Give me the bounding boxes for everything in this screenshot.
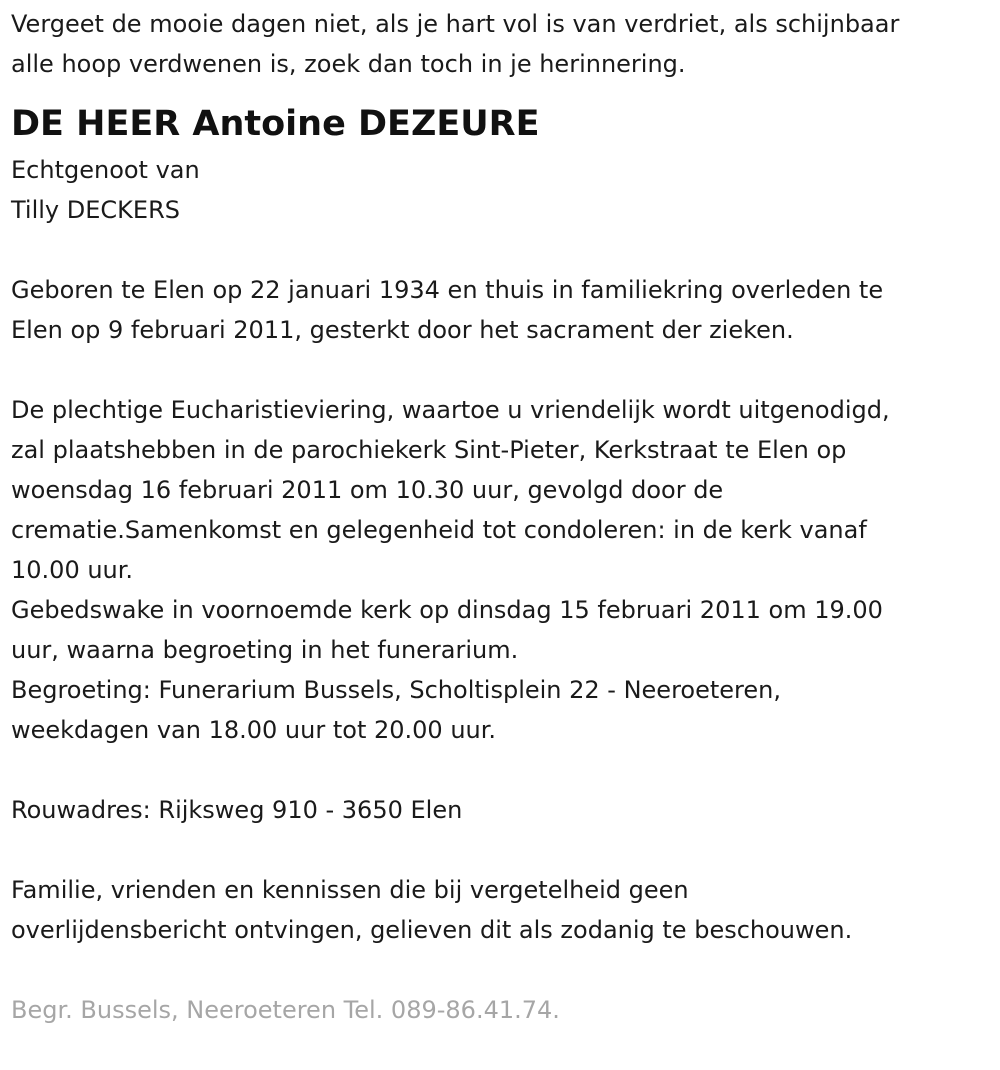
funeral-home-footer: Begr. Bussels, Neeroeteren Tel. 089-86.41.74.	[11, 996, 560, 1024]
spouse-name: Tilly DECKERS	[11, 196, 180, 224]
ceremony-line: 10.00 uur.	[11, 556, 134, 584]
motto-line: Vergeet de mooie dagen niet, als je hart vol is van verdriet, als schijnbaar	[11, 10, 900, 38]
relation-section	[11, 150, 996, 230]
obituary-notice	[11, 4, 996, 1030]
relation-line: Echtgenoot van	[11, 156, 200, 184]
ceremony-line: De plechtige Eucharistieviering, waartoe u vriendelijk wordt uitgenodigd,	[11, 396, 890, 424]
birth-death-line: Elen op 9 februari 2011, gesterkt door het sacrament der zieken.	[11, 316, 794, 344]
birth-death-section	[11, 270, 996, 350]
ceremony-line: woensdag 16 februari 2011 om 10.30 uur, gevolgd door de	[11, 476, 724, 504]
notice-line: Familie, vrienden en kennissen die bij vergetelheid geen	[11, 876, 689, 904]
visitation-line: weekdagen van 18.00 uur tot 20.00 uur.	[11, 716, 497, 744]
deceased-name: DE HEER Antoine DEZEURE	[11, 104, 540, 144]
spacer	[11, 84, 996, 102]
ceremony-line: zal plaatshebben in de parochiekerk Sint-Pieter, Kerkstraat te Elen op	[11, 436, 847, 464]
ceremony-line: crematie.Samenkomst en gelegenheid tot condoleren: in de kerk vanaf	[11, 516, 867, 544]
spacer	[11, 750, 996, 790]
ceremony-section	[11, 390, 996, 750]
mourning-address: Rouwadres: Rijksweg 910 - 3650 Elen	[11, 796, 463, 824]
notice-line: overlijdensbericht ontvingen, gelieven dit als zodanig te beschouwen.	[11, 916, 853, 944]
vigil-line: uur, waarna begroeting in het funerarium.	[11, 636, 519, 664]
notice-section	[11, 870, 996, 950]
spacer	[11, 230, 996, 270]
spacer	[11, 830, 996, 870]
motto-line: alle hoop verdwenen is, zoek dan toch in je herinnering.	[11, 50, 686, 78]
vigil-line: Gebedswake in voornoemde kerk op dinsdag 15 februari 2011 om 19.00	[11, 596, 883, 624]
spacer	[11, 950, 996, 990]
visitation-line: Begroeting: Funerarium Bussels, Scholtisplein 22 - Neeroeteren,	[11, 676, 781, 704]
spacer	[11, 350, 996, 390]
birth-death-line: Geboren te Elen op 22 januari 1934 en thuis in familiekring overleden te	[11, 276, 884, 304]
motto-section	[11, 4, 996, 84]
